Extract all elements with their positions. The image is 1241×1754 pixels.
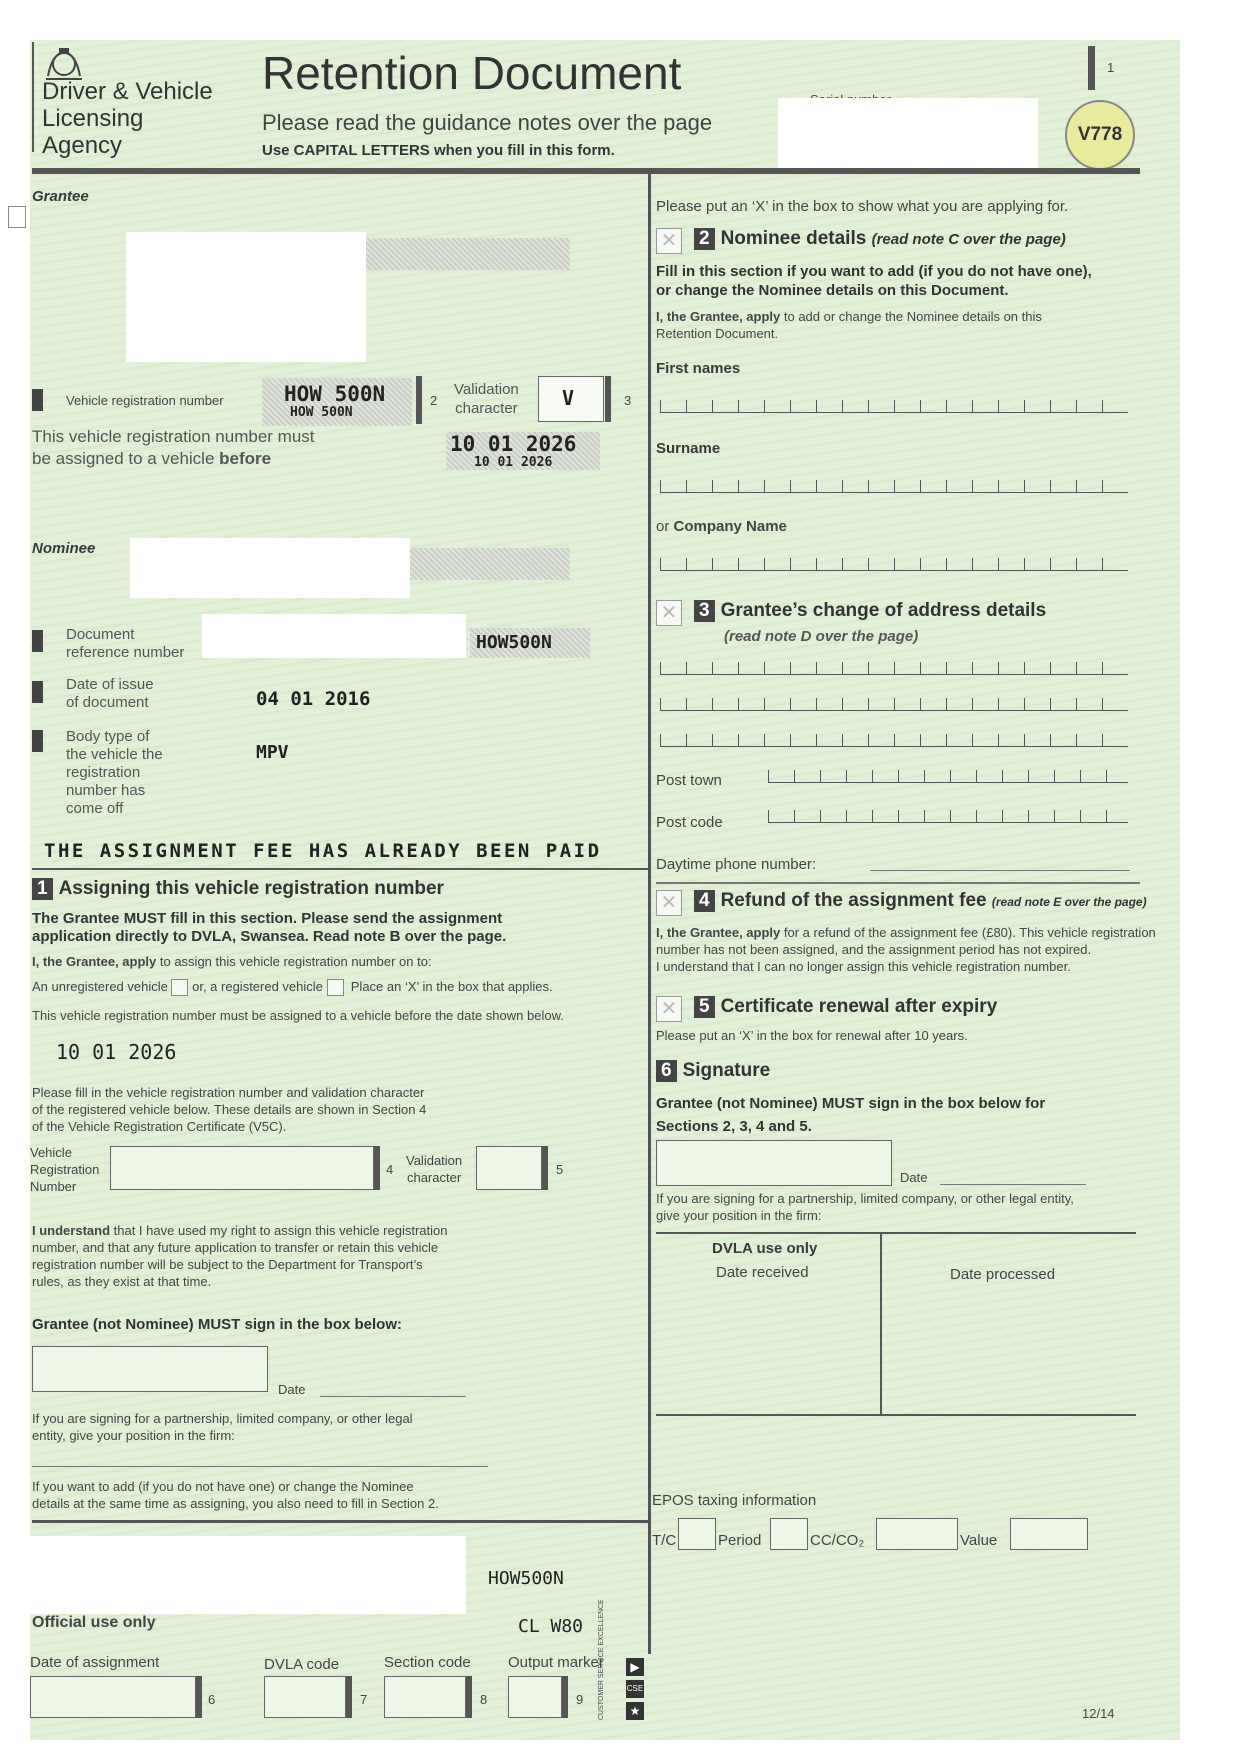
section2-heading: 2 Nominee details (read note C over the page): [694, 228, 1066, 250]
vrn-box-number: 2: [430, 393, 438, 408]
nominee-address-stamp: [410, 548, 570, 580]
bottom-address-redacted: [16, 1536, 466, 1614]
section1-must-text: The Grantee MUST fill in this section. Please send the assignment application directly to DVLA, Swansea. Read note B over the page.: [32, 910, 507, 945]
section1-vrn-input[interactable]: [110, 1146, 374, 1190]
vrn-box-edge: [416, 376, 422, 424]
center-divider: [648, 174, 651, 1654]
section1-validation-number: 5: [556, 1162, 564, 1177]
dvla-code-edge: [346, 1676, 352, 1718]
post-code-field[interactable]: [768, 810, 1128, 823]
vrn-stamp: HOW 500N: [290, 405, 353, 420]
post-town-label: Post town: [656, 772, 722, 789]
date-of-assignment-number: 6: [208, 1692, 216, 1707]
section1-nominee-note: If you want to add (if you do not have one) or change the Nominee details at the same time as assigning, you also need to fill in Section 2.: [32, 1479, 439, 1511]
grantee-label: Grantee: [32, 188, 89, 205]
output-marker-box[interactable]: [508, 1676, 562, 1718]
validation-label: Validation character: [454, 381, 519, 417]
date-issue-label: Date of issue of document: [66, 676, 154, 711]
dvla-use-bottom-rule: [656, 1414, 1136, 1416]
surname-label: Surname: [656, 440, 721, 457]
version-code: 12/14: [1082, 1706, 1115, 1721]
section4-heading: 4 Refund of the assignment fee (read note E over the page): [694, 890, 1147, 912]
dvla-use-only-label: DVLA use only: [712, 1240, 818, 1257]
section1-bottom-rule: [32, 1520, 648, 1523]
first-names-field[interactable]: [660, 400, 1128, 413]
section1-position-line[interactable]: [32, 1466, 488, 1467]
section3-note: (read note D over the page): [724, 628, 919, 645]
fee-paid-notice: THE ASSIGNMENT FEE HAS ALREADY BEEN PAID: [44, 840, 602, 862]
epos-tc-box[interactable]: [678, 1518, 716, 1550]
page-number: 1: [1107, 60, 1115, 75]
cse-badge: CSE: [626, 1680, 644, 1698]
dvla-code-label: DVLA code: [264, 1656, 340, 1673]
section1-partnership-text: If you are signing for a partnership, limited company, or other legal entity, give your position in the firm:: [32, 1411, 413, 1443]
star-icon: ★: [626, 1702, 644, 1720]
play-icon: ▶: [626, 1658, 644, 1676]
section6-date-label: Date: [900, 1170, 928, 1185]
unregistered-checkbox[interactable]: [171, 979, 188, 996]
assigned-before-stamp: 10 01 2026: [474, 455, 553, 470]
header-rule: [32, 168, 1140, 174]
section4-text: I, the Grantee, apply for a refund of the assignment fee (£80). This vehicle registration number has not been assigned, and the assignment period has not expired. I understand that I can no longer assign this vehicle registration number.: [656, 925, 1156, 974]
body-type-label: Body type of the vehicle the registration number has come off: [66, 728, 163, 817]
agency-name: Driver & Vehicle Licensing Agency: [42, 78, 213, 159]
validation-value: V: [562, 386, 575, 410]
section-code-box[interactable]: [384, 1676, 466, 1718]
official-use-label: Official use only: [32, 1614, 156, 1631]
bottom-code-value: CL W80: [518, 1616, 584, 1637]
section1-number: 1: [32, 878, 53, 900]
date-issue-marker: [32, 681, 43, 703]
post-town-field[interactable]: [768, 770, 1128, 783]
section2-bold-text: Fill in this section if you want to add (if you do not have one), or change the Nominee details on this Document.: [656, 263, 1092, 299]
address-line-3[interactable]: [660, 734, 1128, 747]
section3-rule: [656, 882, 1140, 884]
grantee-address-redacted: [126, 232, 366, 362]
section1-validation-input[interactable]: [476, 1146, 542, 1190]
section6-partnership-text: If you are signing for a partnership, limited company, or other legal entity, give your position in the firm:: [656, 1191, 1074, 1223]
vrn-value: HOW 500N: [284, 382, 386, 406]
dvla-use-top-rule: [656, 1232, 1136, 1234]
section1-before-date-value: 10 01 2026: [56, 1040, 177, 1064]
epos-period-label: Period: [718, 1532, 762, 1549]
doc-ref-value: HOW500N: [476, 632, 552, 653]
form-sheet: [30, 40, 1180, 1740]
section5-checkbox[interactable]: ✕: [656, 996, 682, 1022]
company-label: or Company Name: [656, 518, 787, 535]
epos-value-box[interactable]: [1010, 1518, 1088, 1550]
section1-fill-in-text: Please fill in the vehicle registration number and validation character of the registered vehicle below. These details are shown in Section 4 of the Vehicle Registration Certificate (V5C).: [32, 1085, 427, 1134]
section1-validation-edge: [542, 1146, 548, 1190]
header-divider: [32, 42, 34, 152]
output-marker-number: 9: [576, 1692, 584, 1707]
date-of-assignment-box[interactable]: [30, 1676, 196, 1718]
section1-vrn-number: 4: [386, 1162, 394, 1177]
daytime-phone-line[interactable]: [870, 870, 1130, 871]
daytime-phone-label: Daytime phone number:: [656, 856, 817, 873]
validation-box-number: 3: [624, 393, 632, 408]
section3-heading: 3 Grantee’s change of address details: [694, 600, 1046, 622]
doc-ref-redacted: [202, 614, 466, 658]
nominee-label: Nominee: [32, 540, 96, 557]
body-type-value: MPV: [256, 742, 289, 763]
section2-apply: I, the Grantee, apply to add or change the Nominee details on this Retention Document.: [656, 309, 1042, 341]
output-marker-edge: [562, 1676, 568, 1718]
bottom-ref-value: HOW500N: [488, 1568, 564, 1589]
section6-heading: 6 Signature: [656, 1060, 770, 1082]
grantee-checkbox[interactable]: [8, 206, 26, 228]
section4-checkbox[interactable]: ✕: [656, 890, 682, 916]
section6-bold-text: Grantee (not Nominee) MUST sign in the box below for Sections 2, 3, 4 and 5.: [656, 1095, 1046, 1135]
epos-period-box[interactable]: [770, 1518, 808, 1550]
section1-apply: I, the Grantee, apply to assign this vehicle registration number on to:: [32, 954, 432, 969]
page-marker-bar: [1088, 46, 1095, 90]
output-marker-label: Output marker: [508, 1654, 604, 1671]
serial-number-redacted: [778, 98, 1038, 174]
address-line-2[interactable]: [660, 698, 1128, 711]
vrn-label: Vehicle registration number: [66, 393, 224, 408]
cse-text: CUSTOMER SERVICE EXCELLENCE: [598, 1599, 605, 1720]
section6-date-line[interactable]: [940, 1184, 1086, 1185]
address-line-1[interactable]: [660, 662, 1128, 675]
section1-understand-text: I understand that I have used my right to assign this vehicle registration number, and that any future application to transfer or retain this vehicle registration number will be subject to the Department for Transport’s rules, as they exist at that time.: [32, 1223, 448, 1289]
page-subtitle: Please read the guidance notes over the page: [262, 110, 713, 135]
section1-vehicle-choice: An unregistered vehicle or, a registered vehicle Place an ‘X’ in the box that applies.: [32, 979, 553, 996]
assigned-before-value: 10 01 2026: [450, 432, 577, 456]
dvla-code-box[interactable]: [264, 1676, 346, 1718]
section1-sign-title: Grantee (not Nominee) MUST sign in the box below:: [32, 1316, 403, 1333]
dvla-code-number: 7: [360, 1692, 368, 1707]
company-field[interactable]: [660, 558, 1128, 571]
right-intro: Please put an ‘X’ in the box to show what you are applying for.: [656, 198, 1069, 215]
section2-checkbox[interactable]: ✕: [656, 228, 682, 254]
vrn-marker: [32, 389, 43, 411]
form-code-badge: V778: [1065, 100, 1135, 170]
date-received-label: Date received: [716, 1264, 809, 1281]
section5-text: Please put an ‘X’ in the box for renewal after 10 years.: [656, 1028, 968, 1043]
section-code-edge: [466, 1676, 472, 1718]
epos-tc-label: T/C: [652, 1532, 677, 1549]
section1-signature-box[interactable]: [32, 1346, 268, 1392]
body-type-marker: [32, 730, 43, 752]
first-names-label: First names: [656, 360, 741, 377]
epos-cc-label: CC/CO₂: [810, 1532, 865, 1549]
nominee-address-redacted: [130, 538, 410, 598]
section1-validation-label: Validation character: [406, 1153, 463, 1185]
grantee-address-stamp: [330, 238, 570, 270]
section6-signature-box[interactable]: [656, 1140, 892, 1186]
doc-ref-label: Document reference number: [66, 626, 185, 661]
section5-heading: 5 Certificate renewal after expiry: [694, 996, 997, 1018]
validation-box-edge: [605, 376, 611, 422]
dvla-use-divider: [880, 1234, 882, 1414]
date-issue-value: 04 01 2016: [256, 688, 371, 710]
epos-title: EPOS taxing information: [652, 1492, 817, 1509]
epos-value-label: Value: [960, 1532, 998, 1549]
doc-ref-marker: [32, 630, 43, 652]
section1-before-date-text: This vehicle registration number must be assigned to a vehicle before the date shown below.: [32, 1008, 564, 1023]
section-code-label: Section code: [384, 1654, 471, 1671]
registered-checkbox[interactable]: [327, 979, 344, 996]
section-code-number: 8: [480, 1692, 488, 1707]
fee-rule: [32, 868, 648, 870]
post-code-label: Post code: [656, 814, 723, 831]
page-title: Retention Document: [262, 47, 682, 99]
before-bold: before: [219, 449, 272, 468]
section1-date-label: Date: [278, 1382, 306, 1397]
assigned-before-text: This vehicle registration number must be assigned to a vehicle before: [32, 427, 315, 468]
section3-checkbox[interactable]: ✕: [656, 600, 682, 626]
section1-heading: 1 Assigning this vehicle registration number: [32, 878, 444, 900]
section1-vrn-edge: [374, 1146, 380, 1190]
surname-field[interactable]: [660, 480, 1128, 493]
date-of-assignment-edge: [196, 1676, 202, 1718]
date-of-assignment-label: Date of assignment: [30, 1654, 160, 1671]
epos-cc-box[interactable]: [876, 1518, 958, 1550]
capital-letters-instruction: Use CAPITAL LETTERS when you fill in this form.: [262, 142, 615, 159]
section1-vrn-label: Vehicle Registration Number: [30, 1145, 100, 1194]
section1-date-line[interactable]: [320, 1396, 466, 1397]
date-processed-label: Date processed: [950, 1266, 1056, 1283]
